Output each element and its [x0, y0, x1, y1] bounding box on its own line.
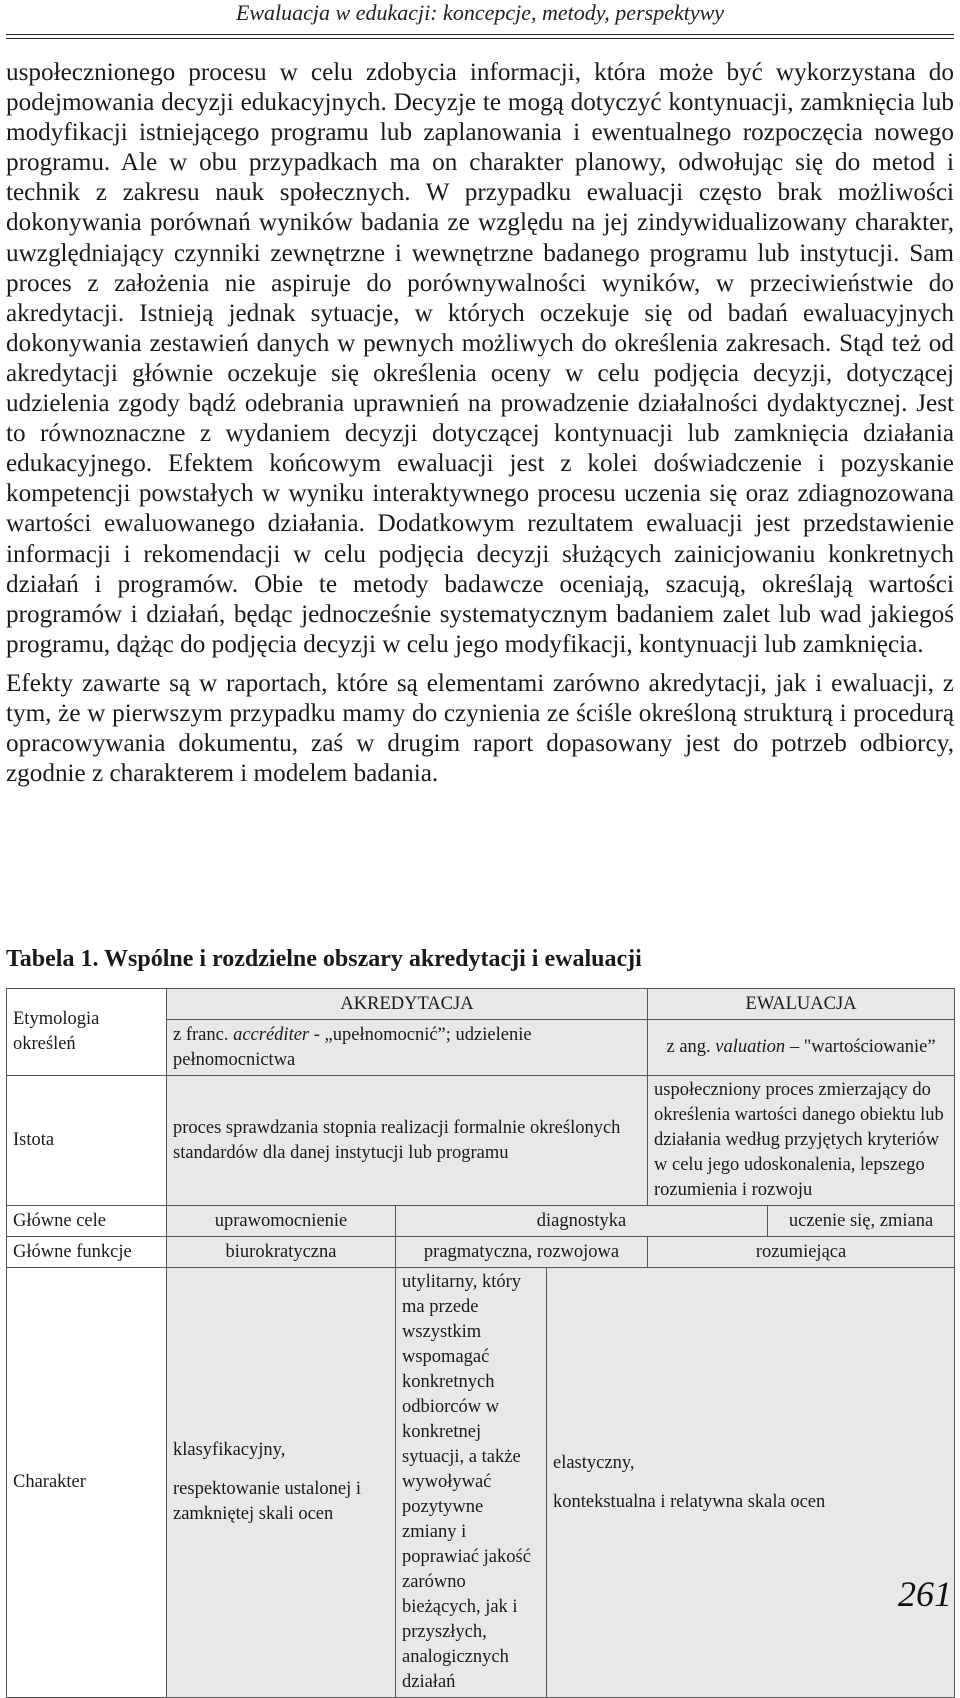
row-label-cele: Główne cele — [7, 1206, 167, 1237]
row-label-etymologia: Etymologia określeń — [7, 989, 167, 1076]
table-row-funkcje — [7, 1237, 955, 1268]
cell-cele-akredytacja: uprawomocnienie — [167, 1206, 396, 1237]
table-row-charakter — [7, 1268, 955, 1698]
etymology-term-fr: accréditer — [233, 1024, 310, 1045]
cell-cele-ewaluacja: uczenie się, zmiana — [768, 1206, 955, 1237]
cell-etymologia-ewaluacja — [648, 1020, 955, 1076]
etymology-gloss-fr: - „upełnomocnić”; udzielenie pełnomocnictwa — [173, 1024, 532, 1070]
etymology-prefix-fr: z franc. — [173, 1024, 234, 1045]
row-label-charakter: Charakter — [7, 1268, 167, 1698]
cell-charakter-ewaluacja — [547, 1268, 955, 1698]
table-row-cele — [7, 1206, 955, 1237]
table-row-headers — [7, 989, 955, 1020]
page-number: 261 — [898, 1574, 952, 1614]
body-text — [6, 58, 954, 789]
cell-etymologia-akredytacja — [167, 1020, 648, 1076]
paragraph-1: uspołecznionego procesu w celu zdobycia informacji, która może być wykorzystana do podejmowania decyzji edukacyjnych. Decyzje te mogą dotyczyć kontynuacji, zamknięcia lub modyfikacji istniejącego programu lub zaplanowania i ewentualnego rozpoczęcia nowego programu. Ale w obu przypadkach ma on charakter planowy, odwołując się do metod i technik z zakresu nauk społecznych. W przypadku ewaluacji często brak możliwości dokonywania porównań wyników badania ze względu na jej zindywidualizowany charakter, uwzględniający czynniki zewnętrzne i wewnętrzne badanego programu lub instytucji. Sam proces z założenia nie aspiruje do porównywalności wyników, w przeciwieństwie do akredytacji. Istnieją jednak sytuacje, w których oczekuje się od badań ewaluacyjnych dokonywania zestawień danych w pewnych możliwych do określenia zakresach. Stąd też od akredytacji głównie oczekuje się określenia oceny w celu podjęcia decyzji, dotyczącej udzielenia zgody bądź odebrania uprawnień na prowadzenie działalności dydaktycznej. Jest to równoznaczne z wydaniem decyzji dotyczącej kontynuacji lub zamknięcia działania edukacyjnego. Efektem końcowym ewaluacji jest z kolei doświadczenie i pozyskanie kompetencji powstałych w wyniku interaktywnego procesu uczenia się oraz zdiagnozowana wartości ewaluowanego działania. Dodatkowym rezultatem ewaluacji jest przedstawienie informacji i rekomendacji w celu podjęcia decyzji służących zainicjowaniu konkretnych działań i programów. Obie te metody badawcze oceniają, szacują, określają wartości programów i działań, będąc jednocześnie systematycznym badaniem zalet lub wad jakiegoś programu, dążąc do podjęcia decyzji w celu jego modyfikacji, kontynuacji lub zamknięcia. — [6, 59, 954, 658]
cell-cele-wspolne: diagnostyka — [396, 1206, 768, 1237]
running-header: Ewaluacja w edukacji: koncepcje, metody, perspektywy — [235, 0, 725, 25]
charakter-akr-line-2: respektowanie ustalonej i zamkniętej skali ocen — [173, 1479, 362, 1524]
comparison-table — [6, 988, 955, 1698]
header-rule-bottom — [6, 38, 954, 39]
charakter-akr-line-1: klasyfikacyjny, — [173, 1440, 286, 1460]
cell-istota-ewaluacja: uspołeczniony proces zmierzający do określenia wartości danego obiektu lub działania według przyjętych kryteriów w celu jego udoskonalenia, lepszego rozumienia i rozwoju — [648, 1076, 955, 1206]
header-rule-top — [6, 34, 954, 35]
charakter-ewa-line-1: elastyczny, — [553, 1452, 635, 1473]
table-row-istota — [7, 1076, 955, 1206]
row-label-funkcje: Główne funkcje — [7, 1237, 167, 1268]
paragraph-2: Efekty zawarte są w raportach, które są elementami zarówno akredytacji, jak i ewaluacji, z tym, że w pierwszym przypadku mamy do czynienia ze ściśle określoną strukturą i procedurą opracowywania dokumentu, zaś w drugim raport dopasowany jest do potrzeb odbiorcy, zgodnie z charakterem i modelem badania. — [6, 669, 954, 788]
cell-funkcje-akredytacja: biurokratyczna — [167, 1237, 396, 1268]
column-header-ewaluacja: EWALUACJA — [648, 989, 955, 1020]
etymology-term-en: valuation — [715, 1037, 786, 1057]
spacer — [553, 1476, 948, 1490]
etymology-gloss-en: – "wartościowanie” — [785, 1037, 936, 1057]
cell-funkcje-wspolne: pragmatyczna, rozwojowa — [396, 1237, 648, 1268]
etymology-prefix-en: z ang. — [666, 1037, 716, 1057]
table-caption: Tabela 1. Wspólne i rozdzielne obszary akredytacji i ewaluacji — [6, 946, 642, 972]
cell-charakter-akredytacja — [167, 1268, 396, 1698]
cell-funkcje-ewaluacja: rozumiejąca — [648, 1237, 955, 1268]
column-header-akredytacja: AKREDYTACJA — [167, 989, 648, 1020]
row-label-istota: Istota — [7, 1076, 167, 1206]
spacer — [173, 1463, 389, 1477]
cell-istota-akredytacja: proces sprawdzania stopnia realizacji formalnie określonych standardów dla danej instytucji lub programu — [167, 1076, 648, 1206]
cell-charakter-wspolne: utylitarny, który ma przede wszystkim wspomagać konkretnych odbiorców w konkretnej sytuacji, a także wywoływać pozytywne zmiany i poprawiać jakość zarówno bieżących, jak i przyszłych, analogicznych działań — [396, 1268, 547, 1698]
charakter-ewa-line-2: kontekstualna i relatywna skala ocen — [553, 1491, 826, 1512]
